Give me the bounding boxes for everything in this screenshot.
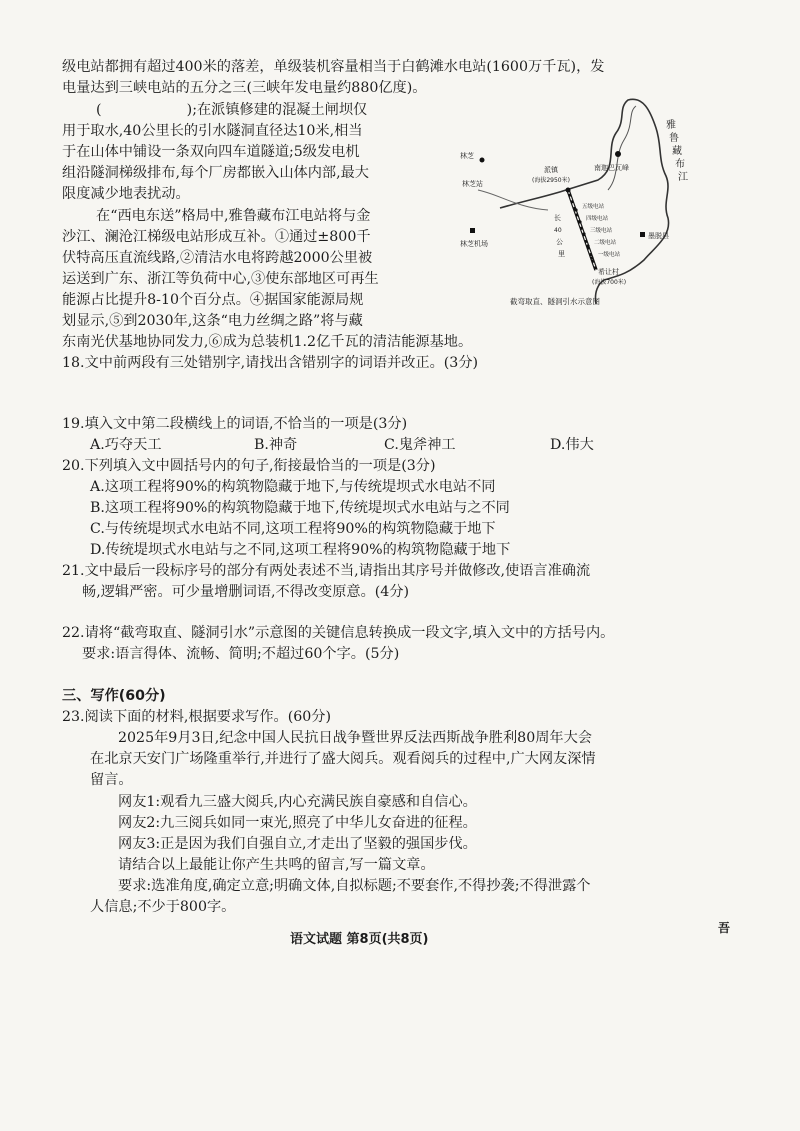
station-dot [578,220,581,223]
q20-option-b: B.这项工程将90%的构筑物隐藏于地下,传统堤坝式水电站与之不同 [90,500,510,516]
netizen-comment-1: 网友1:观看九三盛大阅兵,内心充满民族自豪感和自信心。 [118,794,477,810]
medog-square [640,232,645,237]
passage-line: 运送到广东、浙江等负荷中心,③使东部地区可再生 [62,271,379,287]
paizhen-label: 派镇 [544,166,558,174]
passage-line: 伏特高压直流线路,②清洁水电将跨越2000公里被 [62,250,373,266]
namcha-barwa-label: 南迦巴瓦峰 [594,164,629,172]
q19-option-b: B.神奇 [254,437,298,453]
station-dot [574,208,577,211]
tributary [478,190,548,210]
nyingchi-airport-label: 林芝机场 [460,240,488,248]
passage-line: 于在山体中铺设一条双向四车道隧道;5级发电机 [62,144,360,160]
passage-line: 电量达到三峡电站的五分之三(三峡年发电量约880亿度)。 [62,80,427,96]
writing-requirement: 要求:选准角度,确定立意;明确文体,自拟标题;不要套作,不得抄袭;不得泄露个 [118,878,591,894]
river-label-2: 鲁 [669,133,679,144]
river-label-1: 雅 [666,120,676,131]
question-21: 21.文中最后一段标序号的部分有两处表述不当,请指出其序号并做修改,使语言准确流 [62,563,591,579]
tunnel-length-1: 长 [554,214,561,222]
nyingchi-dot [480,158,485,163]
writing-instruction: 请结合以上最能让你产生共鸣的留言,写一篇文章。 [118,857,435,873]
question-18: 18.文中前两段有三处错别字,请找出含错别字的词语并改正。(3分) [62,355,479,371]
corner-mark: 吾 [718,921,731,935]
question-19: 19.填入文中第二段横线上的词语,不恰当的一项是(3分) [62,416,408,432]
passage-line: 沙江、澜沧江梯级电站形成互补。①通过±800千 [62,229,371,245]
passage-line: 限度减少地表扰动。 [62,186,190,202]
material-line: 2025年9月3日,纪念中国人民抗日战争暨世界反法西斯战争胜利80周年大会 [118,730,592,746]
namcha-barwa-dot [615,151,621,157]
question-22-cont: 要求:语言得体、流畅、简明;不超过60个字。(5分) [82,646,400,662]
q20-option-c: C.与传统堤坝式水电站不同,这项工程将90%的构筑物隐藏于地下 [90,521,496,537]
tunnel-diagram [458,98,698,320]
passage-line: 用于取水,40公里长的引水隧洞直径达10米,相当 [62,123,363,139]
nyingchi-station-label: 林芝站 [462,180,483,188]
station-dot [582,232,585,235]
station3-label: 三级电站 [590,228,613,234]
map-caption: 截弯取直、隧洞引水示意图 [510,297,600,306]
q20-option-a: A.这项工程将90%的构筑物隐藏于地下,与传统堤坝式水电站不同 [90,479,496,495]
paizhen-alt-label: (海拔2950米) [532,177,570,184]
passage-line: 组沿隧洞梯级排布,每个厂房都嵌入山体内部,最大 [62,165,369,181]
q19-option-a: A.巧夺天工 [90,437,162,453]
paizhen-dot [566,188,571,193]
question-23: 23.阅读下面的材料,根据要求写作。(60分) [62,709,332,725]
page-footer: 语文试题 第8页(共8页) [290,932,429,947]
q19-option-c: C.鬼斧神工 [384,437,456,453]
material-line: 留言。 [90,772,133,788]
passage-line: ( );在派镇修建的混凝土闸坝仅 [96,102,368,118]
q20-option-d: D.传统堤坝式水电站与之不同,这项工程将90%的构筑物隐藏于地下 [90,542,511,558]
nyingchi-airport-square [470,228,475,233]
station5-label: 五级电站 [582,204,605,210]
station-dot [586,244,589,247]
question-20: 20.下列填入文中圆括号内的句子,衔接最恰当的一项是(3分) [62,458,436,474]
medog-label: 墨脱县 [648,232,669,240]
netizen-comment-2: 网友2:九三阅兵如同一束光,照亮了中华儿女奋进的征程。 [118,815,477,831]
netizen-comment-3: 网友3:正是因为我们自强自立,才走出了坚毅的强国步伐。 [118,836,477,852]
question-22: 22.请将“截弯取直、隧洞引水”示意图的关键信息转换成一段文字,填入文中的方括号内。 [62,625,615,641]
passage-line: 东南光伏基地协同发力,⑥成为总装机1.2亿千瓦的清洁能源基地。 [62,334,473,350]
tunnel-length-2: 40 [554,227,562,234]
writing-requirement-cont: 人信息;不少于800字。 [90,899,236,915]
river-label-4: 布 [675,159,685,170]
q19-option-d: D.伟大 [550,437,594,453]
passage-line: 划显示,⑤到2030年,这条“电力丝绸之路”将与藏 [62,313,363,329]
station1-label: 一级电站 [598,252,621,258]
nyingchi-label: 林芝 [460,152,474,160]
station2-label: 二级电站 [594,240,617,246]
tunnel-length-4: 里 [558,250,565,258]
passage-line: 在“西电东送”格局中,雅鲁藏布江电站将与金 [96,208,371,224]
station-dot [590,256,593,259]
tunnel-length-3: 公 [556,238,563,246]
xirang-alt-label: (海拔700米) [592,279,627,286]
river-label-3: 藏 [672,146,682,157]
writing-heading: 三、写作(60分) [62,688,166,704]
river-path [500,99,669,304]
xirang-label: 希让村 [598,268,619,276]
passage-line: 能源占比提升8-10个百分点。④据国家能源局规 [62,292,364,308]
material-line: 在北京天安门广场隆重举行,并进行了盛大阅兵。观看阅兵的过程中,广大网友深情 [90,751,596,767]
station4-label: 四级电站 [586,216,609,222]
river-label-5: 江 [678,172,688,183]
question-21-cont: 畅,逻辑严密。可少量增删词语,不得改变原意。(4分) [82,584,410,600]
passage-line: 级电站都拥有超过400米的落差，单级装机容量相当于白鹤滩水电站(1600万千瓦)，发 [62,59,605,75]
